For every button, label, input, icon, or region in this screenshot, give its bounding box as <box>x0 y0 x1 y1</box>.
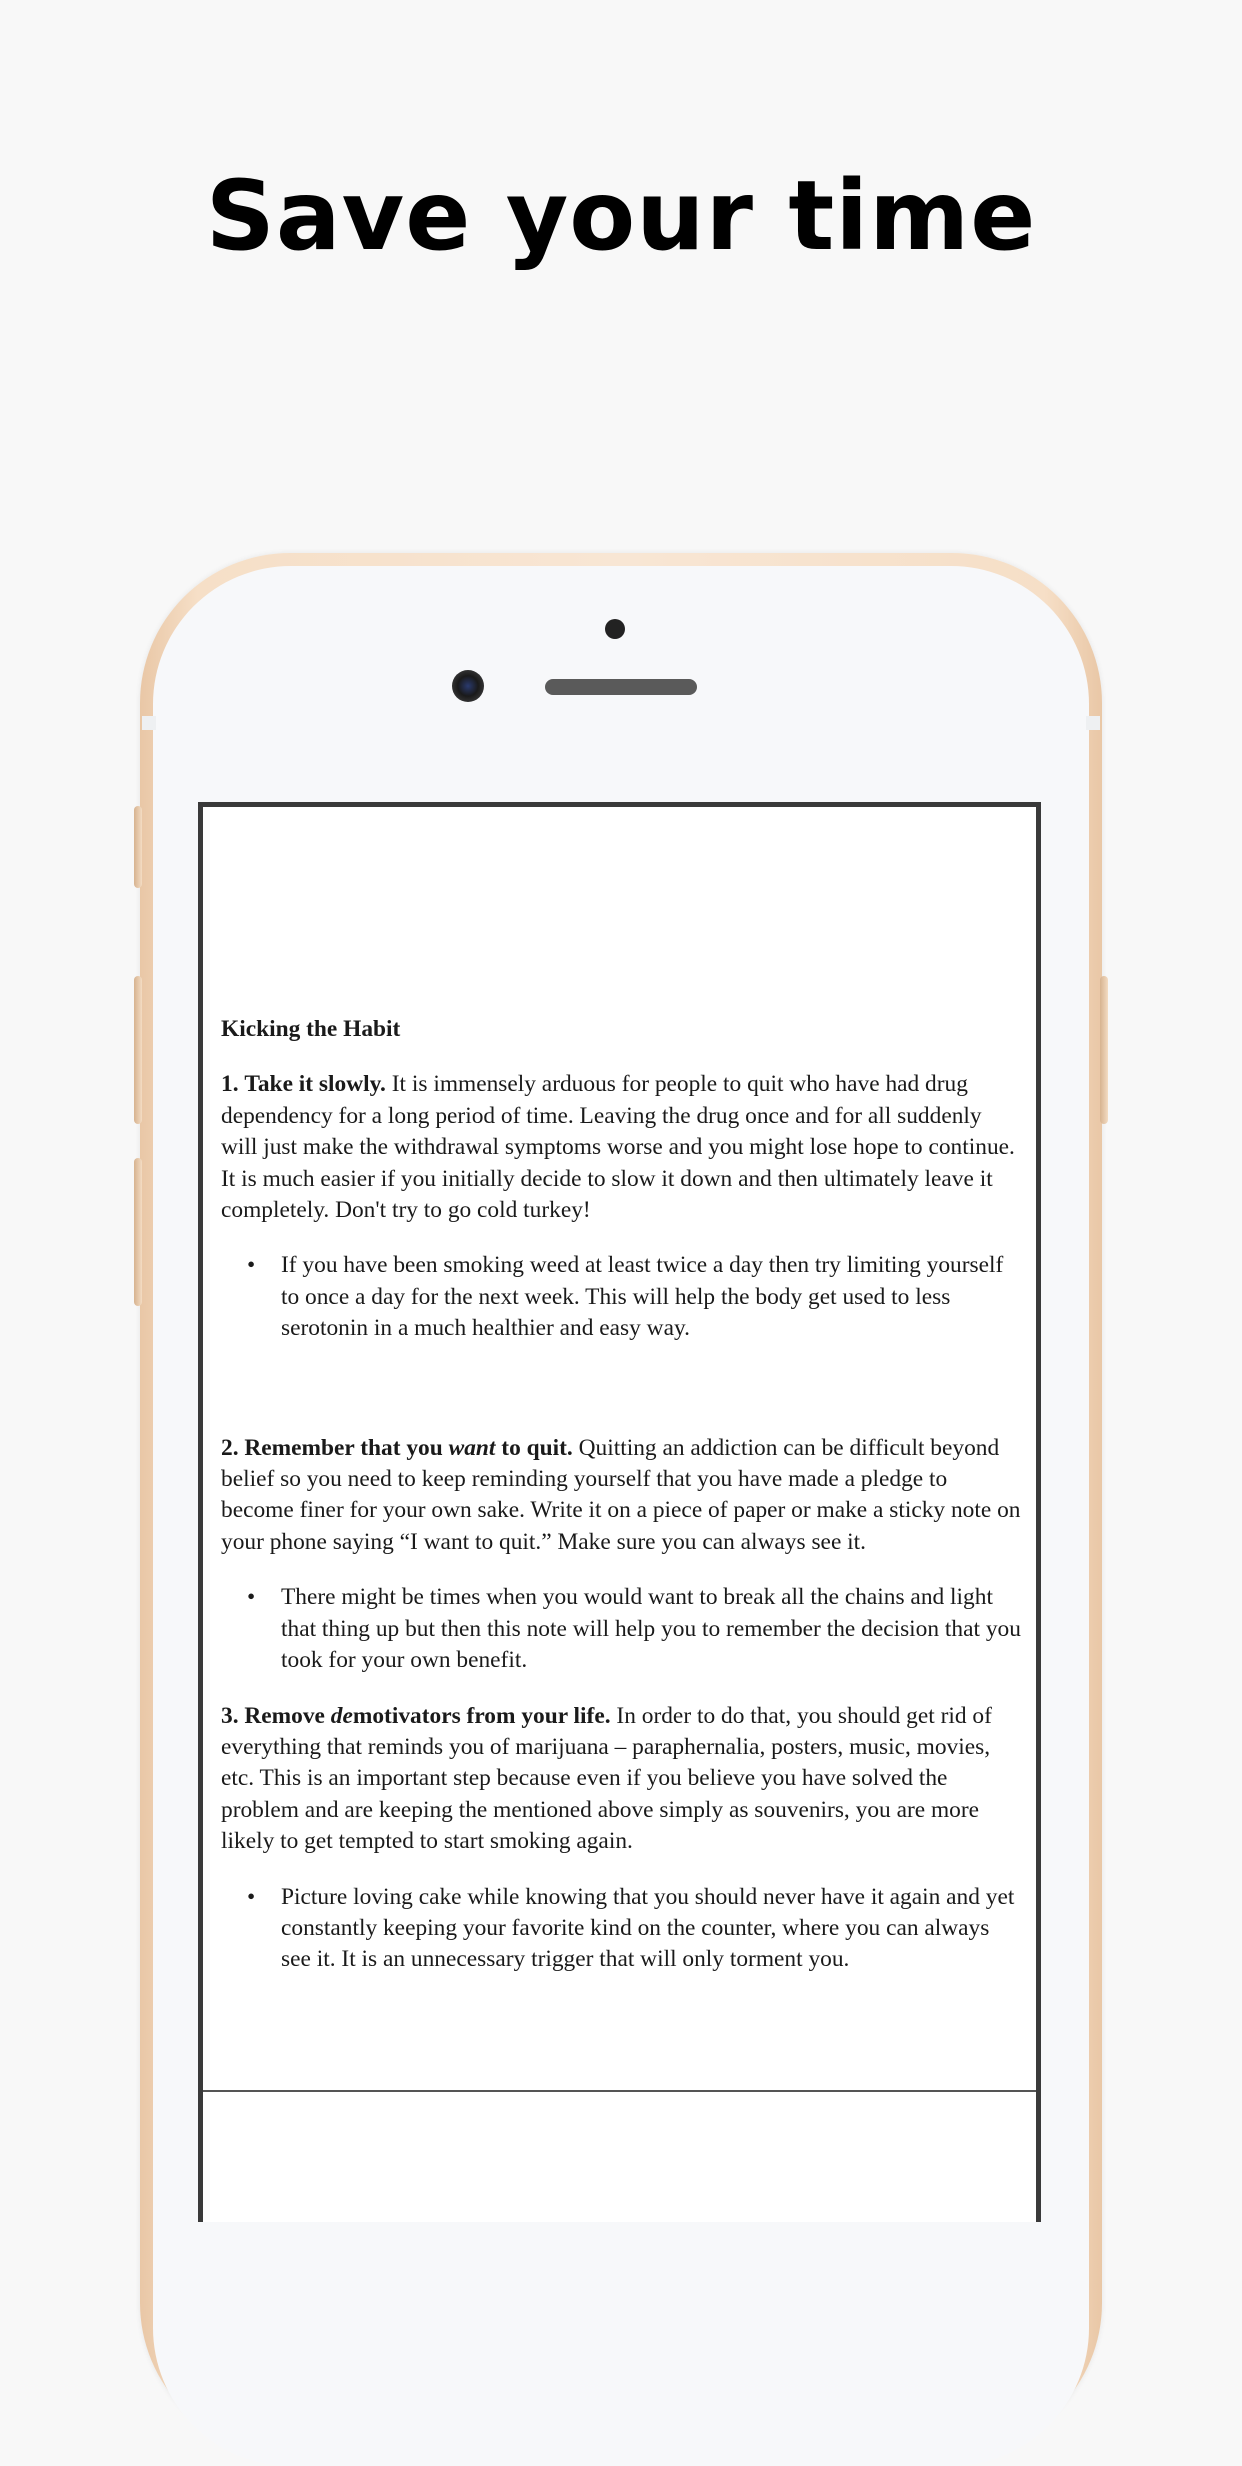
antenna-line <box>142 716 156 730</box>
section-heading: motivators from your life. <box>352 1702 611 1729</box>
section-number: 1. <box>221 1071 239 1098</box>
antenna-line <box>1086 716 1100 730</box>
section-heading: Remove <box>244 1702 325 1729</box>
phone-screen <box>198 802 1041 2222</box>
section-heading-emphasis: de <box>330 1702 353 1729</box>
power-button <box>1100 976 1108 1124</box>
bullet-text: There might be times when you would want to break all the chains and light that thing up but then this note will help you to remember the decision that you took for your own benefit. <box>281 1584 1021 1674</box>
section-2-paragraph <box>221 1433 1023 1559</box>
section-body: Quitting an addiction can be difficult beyond belief so you need to keep reminding yourself that you have made a pledge to become finer for your own sake. Write it on a piece of paper or make a sticky note on your phone saying “I want to quit.” Make sure you can always see it. <box>221 1434 1021 1555</box>
section-heading: Remember that you <box>244 1434 443 1461</box>
bullet-icon: • <box>247 1883 256 1910</box>
front-camera-icon <box>452 670 484 702</box>
bullet-icon: • <box>247 1584 256 1611</box>
section-1-paragraph <box>221 1069 1023 1226</box>
list-item <box>221 1582 1023 1676</box>
next-page-area[interactable] <box>203 2092 1036 2222</box>
mute-switch <box>134 806 142 888</box>
headline: Save your time <box>205 160 1037 272</box>
list-item <box>221 1882 1023 1976</box>
section-3-paragraph <box>221 1701 1023 1858</box>
section-heading: Take it slowly. <box>244 1071 386 1098</box>
volume-up-button <box>134 976 142 1124</box>
earpiece-speaker <box>545 679 697 695</box>
document-title: Kicking the Habit <box>221 1016 401 1042</box>
section-body: It is immensely arduous for people to quit who have had drug dependency for a long period of time. Leaving the drug once and for all suddenly will just make the withdrawal symptoms worse and you might lose hope to continue. It is much easier if you initially decide to slow it down and then ultimately leave it completely. Don't try to go cold turkey! <box>221 1071 1015 1224</box>
proximity-sensor <box>605 619 625 639</box>
section-heading: to quit. <box>501 1434 573 1461</box>
volume-down-button <box>134 1158 142 1306</box>
bullet-icon: • <box>247 1252 256 1279</box>
section-heading-emphasis: want <box>448 1434 496 1461</box>
section-body: In order to do that, you should get rid of everything that reminds you of marijuana – paraphernalia, posters, music, movies, etc. This is an important step because even if you believe you have solved the problem and are keeping the mentioned above simply as souvenirs, you are more likely to get tempted to start smoking again. <box>221 1702 992 1855</box>
document-page <box>221 1014 1023 2000</box>
bullet-text: Picture loving cake while knowing that you should never have it again and yet constantly keeping your favorite kind on the counter, where you can always see it. It is an unnecessary trigger that will only torment you. <box>281 1883 1015 1973</box>
list-item <box>221 1250 1023 1344</box>
section-number: 3. <box>221 1702 239 1729</box>
bullet-text: If you have been smoking weed at least twice a day then try limiting yourself to once a day for the next week. This will help the body get used to less serotonin in a much healthier and easy way. <box>281 1252 1004 1342</box>
section-number: 2. <box>221 1434 239 1461</box>
